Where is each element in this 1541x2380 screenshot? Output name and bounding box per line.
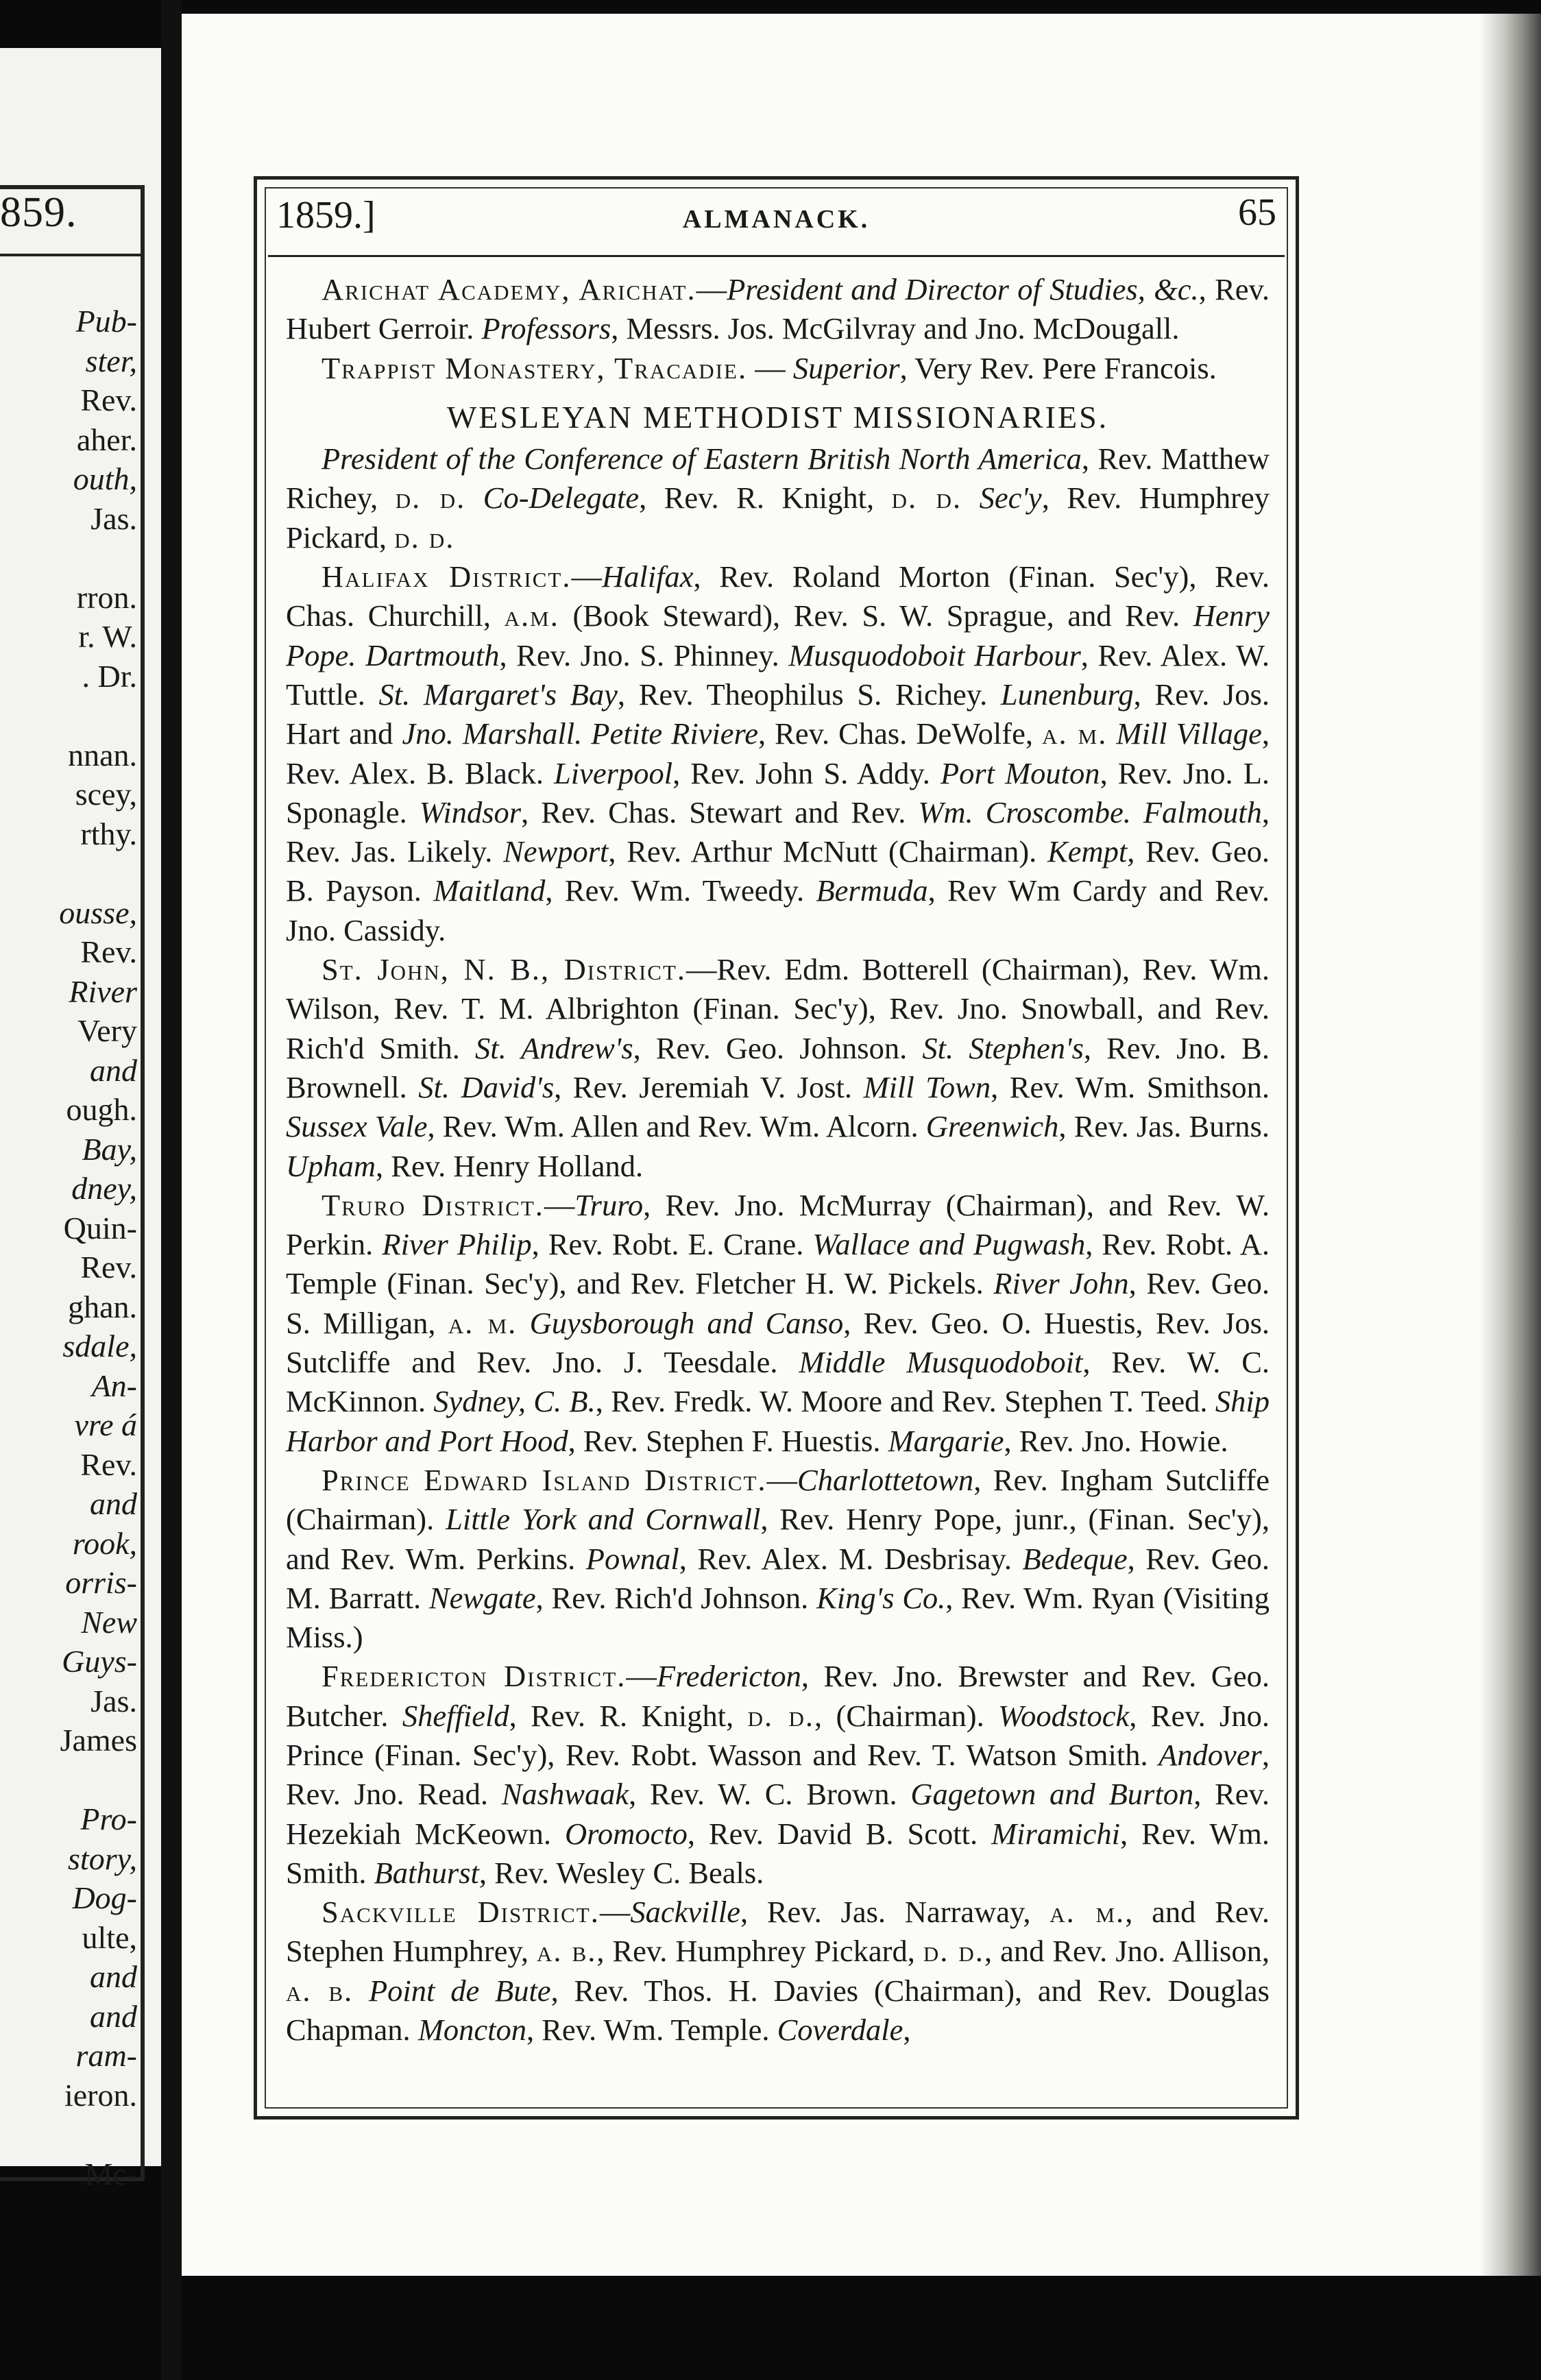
text-run: Gagetown and Burton [910,1777,1194,1812]
text-run: , Rev. David B. Scott. [687,1816,992,1851]
text-run: Greenwich [925,1109,1059,1144]
text-run: , Rev. R. Knight, [509,1698,748,1733]
text-run: Bedeque [1022,1541,1128,1576]
left-page-header-rule [0,254,141,256]
text-run: a. m. [448,1305,518,1340]
text-run: Arichat Academy, Arichat. [321,272,696,306]
text-run: , Messrs. Jos. McGilvray and Jno. McDougall. [611,311,1180,346]
body-text [286,270,1270,2050]
left-page-line: ousse, [59,895,137,930]
left-page-line: River [69,973,137,1009]
text-run: , Rev. W. C. McKinnon. [286,1345,1270,1419]
left-page-line [59,538,137,578]
text-run: , Rev. Geo. Johnson. [633,1030,923,1065]
text-run: d. d. [923,1934,984,1969]
left-page-line [59,2115,137,2154]
left-page-line: ieron. [64,2077,137,2113]
text-run: , Rev. Jno. Brewster and Rev. Geo. Butcher. [286,1659,1270,1733]
text-run: Henry Pope. Dartmouth [286,598,1270,672]
left-page-line: rook, [72,1525,137,1561]
left-page-line: Jas. [90,1683,137,1719]
text-run: d. d. [394,520,455,555]
text-run: Newgate [428,1580,536,1615]
left-page-line: nnan. [68,737,137,773]
text-run: WESLEYAN METHODIST MISSIONARIES. [446,399,1109,435]
entry-paragraph [286,1657,1270,1893]
text-run: , Rev. Theophilus S. Richey. [617,677,1001,712]
text-run: , Rev. Arthur McNutt (Chairman). [608,834,1048,869]
text-run: (Book Steward), Rev. S. W. Sprague, and Rev. [559,598,1193,633]
text-run: , Rev. Fredk. W. Moore and Rev. Stephen T. Teed. [595,1384,1215,1419]
text-run: , Rev. Geo. M. Barratt. [286,1541,1270,1615]
text-run: , [903,2013,911,2048]
text-run: , Rev. Humphrey Pickard, [596,1934,923,1969]
text-run: , Rev. Chas. DeWolfe, [757,716,1043,751]
text-run: , Rev. Alex. W. Tuttle. [286,638,1270,712]
page-edge-shadow [1479,14,1541,2276]
text-run: Margarie [888,1423,1004,1458]
text-run: Musquodoboit Harbour [788,638,1081,672]
entry-paragraph [286,270,1270,349]
text-run [517,1306,529,1340]
text-run: , Rev. Wm. Smith. [286,1816,1270,1890]
left-page-line: Quin- [63,1210,137,1246]
text-run: — [747,350,793,385]
entry-paragraph [286,1186,1270,1461]
text-run: , and Rev. Stephen Humphrey, [286,1895,1270,1969]
text-run: , Rev. Geo. S. Milligan, [286,1266,1270,1340]
text-run: , Rev. Alex. M. Desbrisay. [679,1541,1023,1576]
text-run: — [626,1659,657,1694]
text-run: Co-Delegate [483,481,640,515]
text-run: Superior [792,350,900,385]
text-run: a. b. [536,1934,597,1969]
text-run: Truro District. [321,1187,544,1222]
left-page-fragment [0,48,161,2191]
text-run: a. b. [286,1973,354,2008]
header-year: 1859.] [276,194,376,236]
text-run: d. d. [747,1698,815,1733]
text-run: , Rev. John S. Addy. [672,755,941,790]
text-run: , Rev. Henry Holland. [376,1148,644,1183]
left-page-line: ulte, [82,1919,137,1955]
text-run: a.m. [504,598,559,633]
text-run: President of the Conference of Eastern British North America [321,441,1082,476]
text-run: d. d. [395,481,466,515]
text-run: Andover [1158,1737,1262,1772]
left-page-line: story, [68,1841,137,1876]
text-run [353,1974,369,2008]
left-page-line: Rev. [80,1250,137,1285]
left-page-line: Rev. [80,1446,137,1482]
left-page-line: r. W. [78,619,137,654]
text-run: — [599,1895,631,1930]
text-run: , Rev. Wm. Ryan (Visiting Miss.) [286,1580,1270,1655]
text-run: , Rev. Thos. H. Davies (Chairman), and Rev. Douglas Chapman. [286,1973,1270,2048]
text-run: St. Stephen's [922,1030,1084,1065]
text-run: , Rev. Robt. E. Crane. [531,1227,813,1262]
text-run: , Rev. Jno. Read. [286,1737,1270,1812]
text-run: Fredericton [656,1659,801,1694]
running-header [276,193,1276,248]
text-run: — [544,1187,575,1222]
text-run: , Rev. Chas. Stewart and Rev. [521,794,919,829]
text-run: Upham [286,1148,376,1183]
text-run: Mill Village [1116,716,1262,751]
text-run: Miramichi [991,1816,1120,1851]
text-run: , Rev Wm Cardy and Rev. Jno. Cassidy. [286,873,1270,947]
left-page-line: James [60,1723,137,1758]
left-page-line: orris- [65,1565,137,1600]
left-page-line: ghan. [68,1289,137,1324]
text-run: Trappist Monastery, Tracadie. [321,350,748,385]
left-page-line: vre á [74,1407,137,1442]
text-run: Charlottetown [797,1462,974,1497]
page-border-frame [254,176,1299,2120]
left-page-line [59,853,137,893]
text-run: , Rev. Jno. Howie. [1004,1423,1228,1458]
text-run: Fredericton District. [321,1659,627,1694]
text-run: Wallace and Pugwash [812,1227,1086,1262]
text-run: Sec'y [979,481,1042,515]
left-page-line: dney, [71,1171,137,1206]
left-page-text-column [59,302,137,2194]
left-page-header: 859. [0,189,77,236]
left-page-line: New [81,1604,137,1640]
text-run: , Rev. Robt. A. Temple (Finan. Sec'y), and Rev. Fletcher H. W. Pickels. [286,1227,1270,1301]
text-run: , Rev. Jas. Burns. [1058,1109,1270,1144]
left-page-line: . Dr. [82,658,137,694]
text-run: , Rev. Geo. B. Payson. [286,834,1270,908]
left-page-line: Very [77,1013,137,1048]
left-page-line: sdale, [62,1328,137,1363]
text-run: , Rev. Wm. Smithson. [991,1069,1270,1104]
text-run: , Rev. Wm. Tweedy. [545,873,816,908]
text-run: Port Mouton [940,755,1100,790]
left-page-line: outh, [73,461,137,496]
text-run: , Rev. Wesley C. Beals. [478,1855,764,1890]
text-run: a. m. [1042,716,1108,751]
entry-paragraph [286,1461,1270,1657]
text-run: Maitland [433,873,546,908]
text-run: St. David's [418,1069,555,1104]
text-run: — [571,559,602,594]
text-run: , Rev. Jno. Prince (Finan. Sec'y), Rev. Robt. Wasson and Rev. T. Watson Smith. [286,1698,1270,1772]
text-run: Bathurst [374,1855,479,1890]
text-run: , Rev. Jos. Hart and [286,677,1270,751]
text-run: Halifax [602,559,694,594]
text-run: , Rev. Henry Pope, junr., (Finan. Sec'y), and Rev. Wm. Perkins. [286,1502,1270,1576]
left-page-line: scey, [75,777,137,812]
text-run: Sydney, C. B. [433,1384,596,1419]
text-run: , Rev. Hezekiah McKeown. [286,1777,1270,1851]
text-run: d. d. [891,481,962,515]
right-page [182,14,1541,2276]
left-page-line: Pub- [75,304,137,339]
text-run: President and Director of Studies, &c. [727,272,1199,306]
text-run: , Rev. Geo. O. Huestis, Rev. Jos. Sutcliffe and Rev. Jno. J. Teesdale. [286,1305,1270,1380]
text-run: River Philip [382,1227,532,1262]
text-run: Prince Edward Island District. [321,1462,767,1497]
left-page-line: and [90,1052,137,1088]
text-run: Bermuda [816,873,928,908]
text-run: — [766,1462,798,1497]
text-run [465,481,483,515]
left-page-line: rthy. [80,816,137,851]
text-run: —Rev. Edm. Botterell (Chairman), Rev. Wm. Wilson, Rev. T. M. Albrighton (Finan. Sec'y), Rev. Jno. Snowball, and Rev. Rich'd Smith. [286,952,1270,1065]
text-run: King's Co. [816,1580,946,1615]
left-page-line: Rev. [80,934,137,969]
text-run: , Rev. Wm. Allen and Rev. Wm. Alcorn. [427,1109,926,1144]
text-run: Professors [481,311,611,346]
text-run: , and Rev. Jno. Allison, [984,1934,1270,1969]
left-page-line: and [90,1486,137,1521]
text-run: , Rev. Humphrey Pickard, [286,481,1270,555]
text-run: Sackville District. [321,1895,600,1930]
text-run: Sheffield [402,1698,509,1733]
text-run: — [696,272,727,306]
text-run: , Rev. Hubert Gerroir. [286,272,1270,346]
text-run: , Rev. R. Knight, [639,481,892,515]
text-run: Wm. Croscombe. Falmouth [918,794,1262,829]
text-run: Middle Musquodoboit [799,1345,1083,1380]
left-page-line: Guys- [62,1644,137,1679]
text-run: Halifax District. [321,559,572,594]
left-page-line: An- [91,1368,137,1403]
left-page-line: and [90,1959,137,1994]
text-run: St. Margaret's Bay [378,677,618,712]
left-page-line: Rev. [80,382,137,417]
text-run: , Rev. Jno. S. Phinney. [499,638,789,672]
text-run: , Rev. Jno. B. Brownell. [286,1030,1270,1104]
text-run: , Rev. Stephen F. Huestis. [568,1423,888,1458]
text-run: , Very Rev. Pere Francois. [899,350,1217,385]
header-title: ALMANACK. [682,205,871,234]
text-run: Pownal [585,1541,679,1576]
text-run: Point de Bute [368,1973,551,2008]
header-rule [268,255,1285,257]
text-run: Moncton [417,2013,526,2048]
text-run: River John [993,1266,1129,1301]
left-page-line: Mc- [84,2156,137,2191]
text-run: Sussex Vale [286,1109,428,1144]
text-run: , Rev. Wm. Temple. [526,2013,777,2048]
text-run: Lunenburg [1000,677,1134,712]
text-run: Coverdale [777,2013,903,2048]
left-page-line [59,696,137,736]
text-run: , Rev. Jeremiah V. Jost. [554,1069,864,1104]
text-run: , Rev. Ingham Sutcliffe (Chairman). [286,1462,1270,1537]
text-run: Ship Harbor and Port Hood [286,1384,1270,1458]
left-page-line: and [90,1998,137,2034]
text-run: , Rev. Roland Morton (Finan. Sec'y), Rev. Chas. Churchill, [286,559,1270,633]
left-page-line: ough. [66,1092,137,1127]
text-run: a. m. [1049,1895,1126,1930]
text-run: Newport [503,834,609,869]
text-run: , (Chairman). [814,1698,999,1733]
text-run: St. John, N. B., District. [321,952,687,987]
text-run: Jno. Marshall. Petite Riviere [402,716,758,751]
text-run: , Rev. Alex. B. Black. [286,716,1270,790]
entry-paragraph [286,557,1270,950]
text-run: , Rev. Matthew Richey, [286,441,1270,515]
text-run: , Rev. Jas. Likely. [286,794,1270,869]
text-run: Nashwaak [501,1777,629,1812]
text-run: St. Andrew's [474,1030,633,1065]
text-run: Windsor [419,794,522,829]
text-run: Truro [574,1187,644,1222]
left-page-line: aher. [76,422,137,457]
left-page-line: Dog- [72,1880,137,1915]
text-run: , Rev. Rich'd Johnson. [535,1580,817,1615]
section-heading [286,398,1270,437]
text-run: Kempt [1047,834,1128,869]
text-run: , Rev. Jno. L. Sponagle. [286,755,1270,829]
text-run: Little York and Cornwall [446,1502,761,1537]
left-page-line: Jas. [90,500,137,536]
text-run: Mill Town [863,1069,991,1104]
book-gutter [161,0,182,2380]
left-page-line [59,1760,137,1800]
entry-paragraph [286,349,1270,388]
text-run [1107,716,1116,751]
entry-paragraph [286,1893,1270,2050]
text-run: Liverpool [554,755,673,790]
text-run: , Rev. W. C. Brown. [629,1777,911,1812]
text-run: Oromocto [565,1816,688,1851]
text-run: Woodstock [998,1698,1130,1733]
left-page-line: rron. [76,579,137,615]
left-page-line: Bay, [82,1131,137,1167]
left-page-line: ram- [75,2038,137,2073]
entry-paragraph [286,950,1270,1186]
page-number: 65 [1238,191,1276,234]
text-run: Guysborough and Canso [529,1305,844,1340]
text-run: Sackville [630,1895,740,1930]
text-run: , Rev. Jno. McMurray (Chairman), and Rev. W. Perkin. [286,1187,1270,1262]
text-run: , Rev. Jas. Narraway, [740,1895,1050,1930]
left-page-line: Pro- [80,1801,137,1836]
entry-paragraph [286,439,1270,557]
left-page-line: ster, [85,343,137,378]
text-run [962,481,979,515]
